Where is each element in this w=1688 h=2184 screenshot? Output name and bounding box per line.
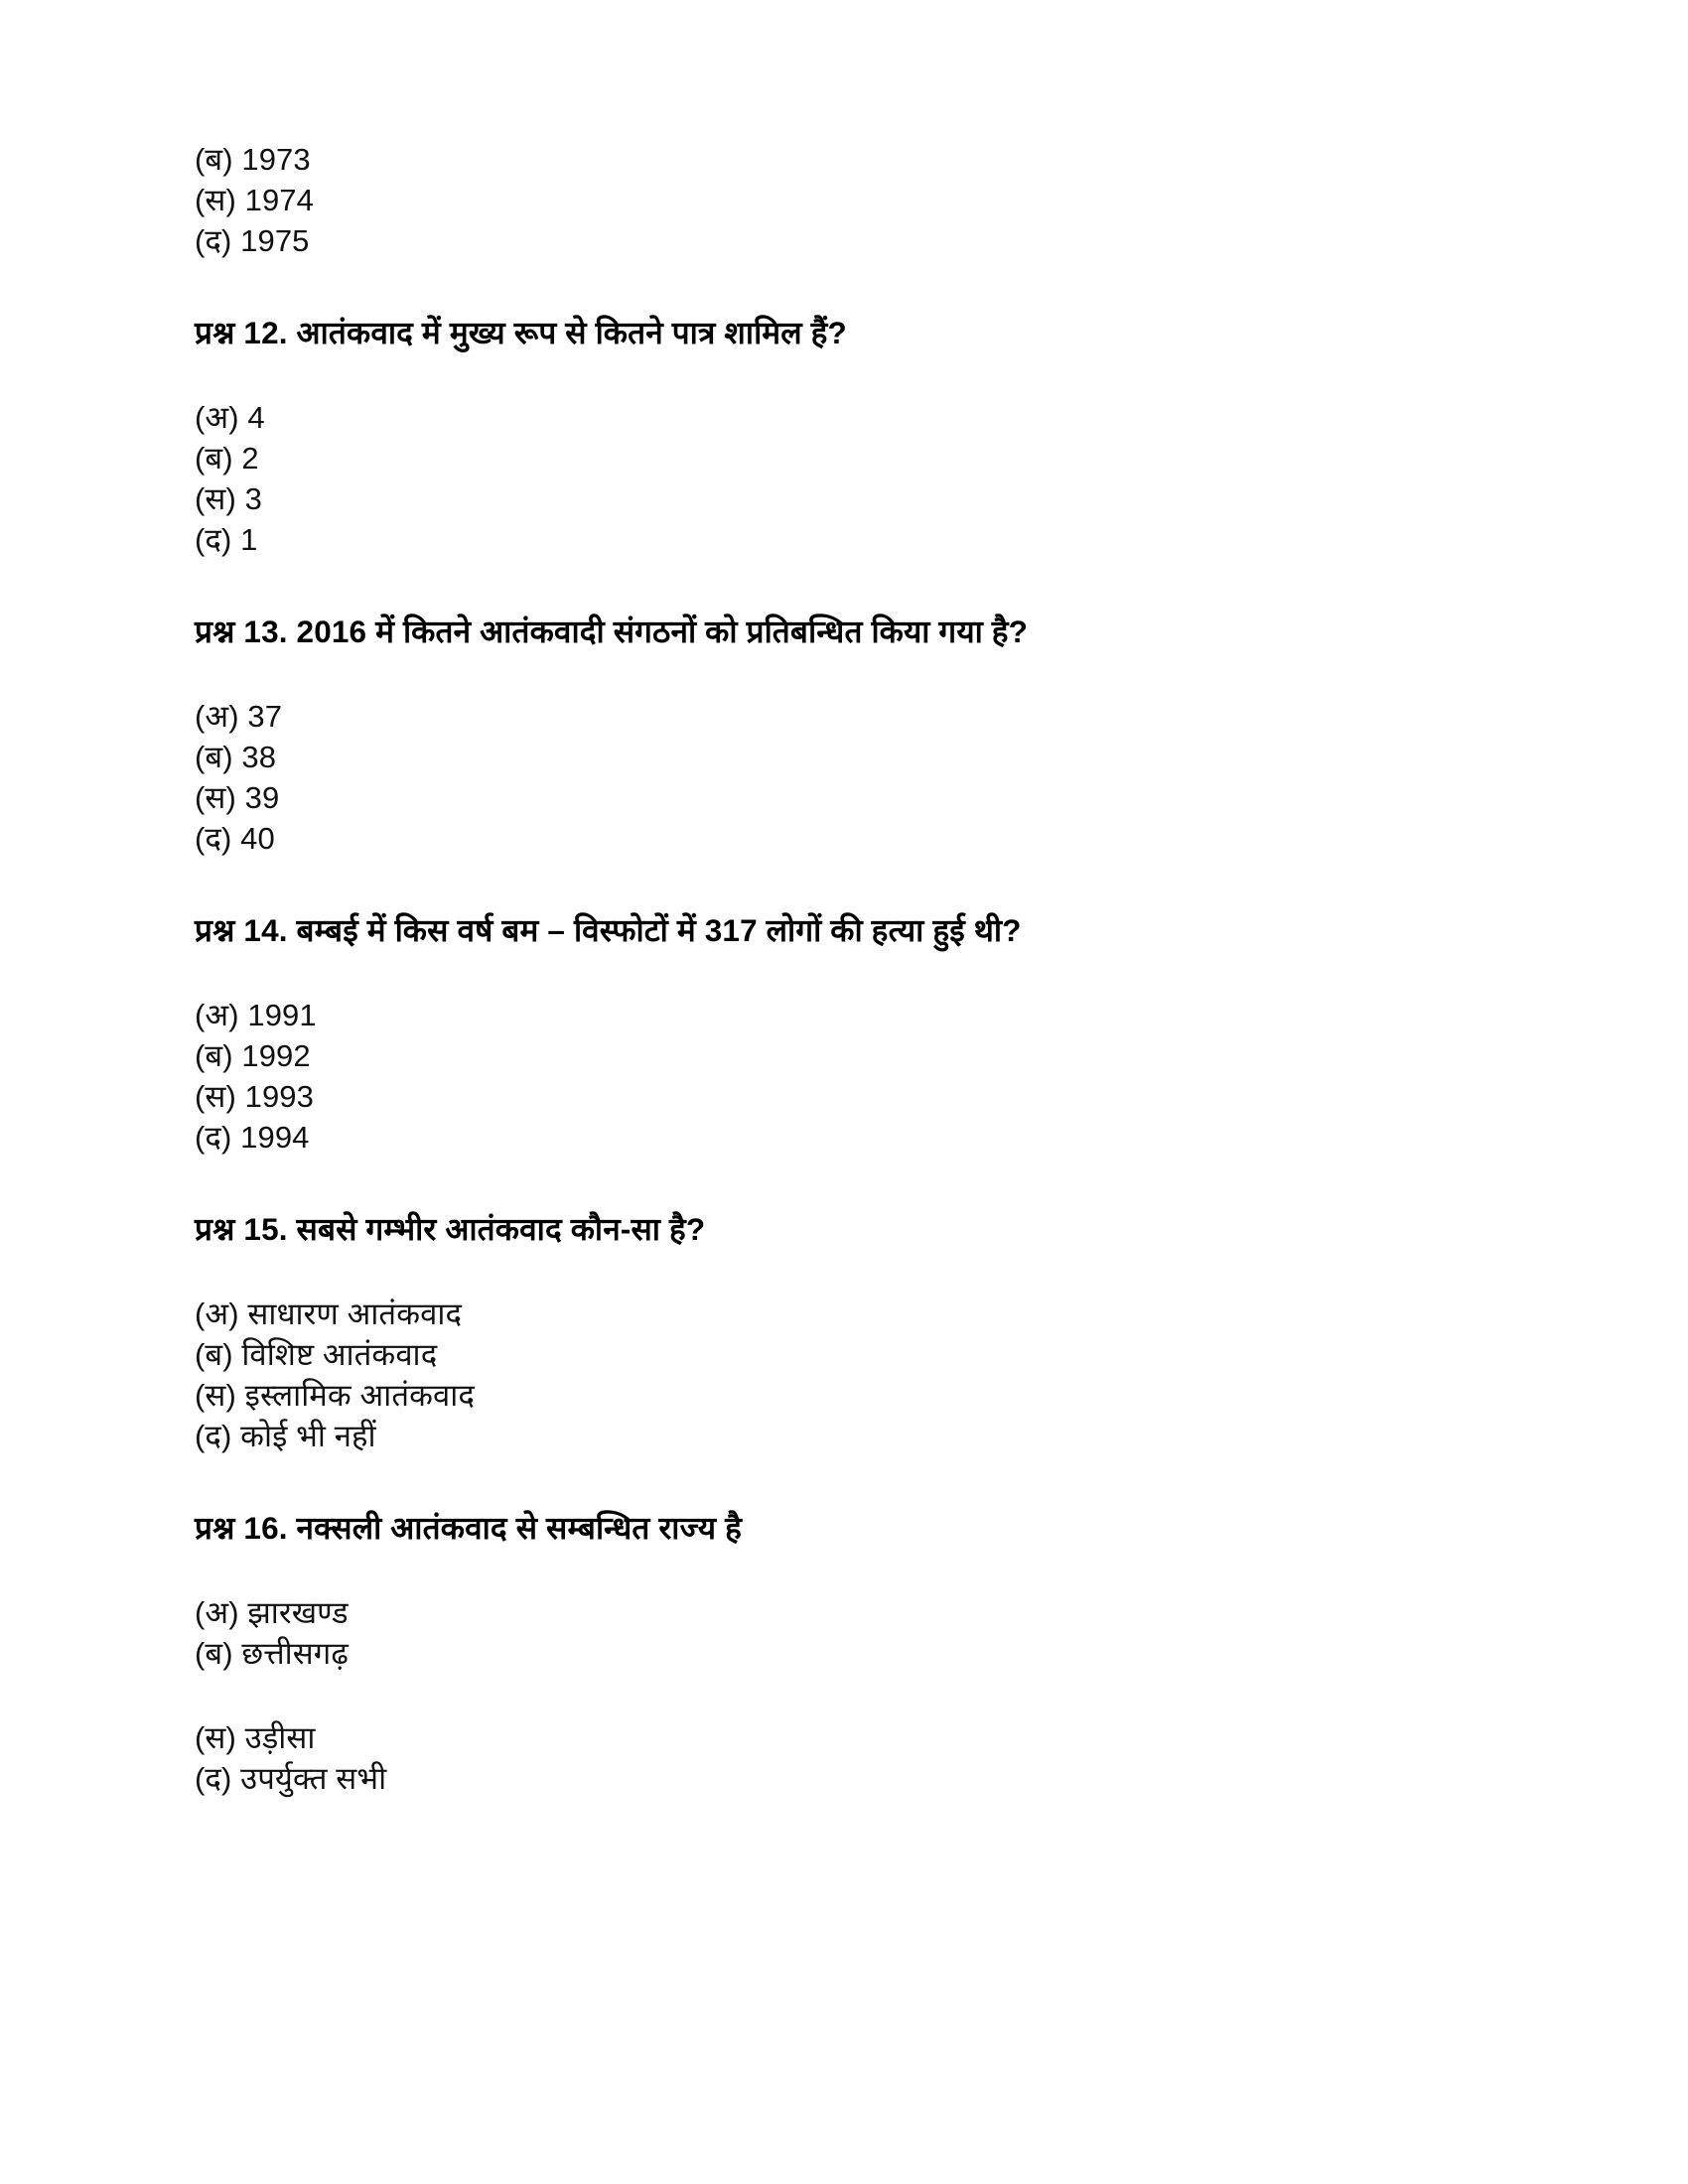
option-marker: (अ) [195, 699, 239, 734]
spacer [195, 1549, 1525, 1592]
option-group [195, 1592, 1525, 1799]
option-marker: (द) [195, 1761, 232, 1796]
option-row [195, 1294, 1525, 1334]
option-marker: (ब) [195, 441, 233, 476]
question-block-13 [195, 611, 1525, 859]
option-text: उपर्युक्त सभी [240, 1761, 387, 1796]
option-group [195, 696, 1525, 859]
option-marker: (स) [195, 1378, 236, 1413]
spacer [195, 353, 1525, 397]
spacer [195, 560, 1525, 611]
option-text: छत्तीसगढ़ [241, 1636, 349, 1671]
option-row [195, 737, 1525, 777]
option-row [195, 1117, 1525, 1158]
option-marker: (ब) [195, 1636, 233, 1671]
option-row [195, 1633, 1525, 1674]
option-marker: (ब) [195, 142, 233, 177]
spacer [195, 652, 1525, 696]
option-marker: (स) [195, 481, 236, 516]
option-row [195, 1334, 1525, 1375]
option-marker: (ब) [195, 1337, 233, 1372]
option-row [195, 1076, 1525, 1117]
question-heading: प्रश्न 14. बम्बई में किस वर्ष बम – विस्फोटों में 317 लोगों की हत्या हुई थी? [195, 912, 1022, 948]
spacer [195, 1456, 1525, 1507]
option-row [195, 139, 1525, 180]
option-marker: (द) [195, 1419, 232, 1453]
option-marker: (द) [195, 522, 232, 557]
option-marker: (अ) [195, 1595, 239, 1630]
option-row [195, 180, 1525, 220]
question-block-16 [195, 1507, 1525, 1799]
spacer [195, 261, 1525, 312]
option-marker: (ब) [195, 1038, 233, 1073]
option-text: उड़ीसा [244, 1720, 316, 1755]
option-row [195, 696, 1525, 737]
option-row [195, 1717, 1525, 1758]
option-row [195, 777, 1525, 818]
option-group [195, 397, 1525, 560]
option-marker: (द) [195, 1120, 232, 1155]
option-text: 38 [241, 740, 277, 774]
option-text: इस्लामिक आतंकवाद [244, 1378, 475, 1413]
question-heading: प्रश्न 12. आतंकवाद में मुख्य रूप से कितने पात्र शामिल हैं? [195, 315, 847, 350]
option-text: 1974 [244, 183, 314, 217]
option-text: 1994 [240, 1120, 310, 1155]
question-heading: प्रश्न 13. 2016 में कितने आतंकवादी संगठनों को प्रतिबन्धित किया गया है? [195, 614, 1029, 649]
spacer [195, 1674, 1525, 1717]
spacer [195, 859, 1525, 909]
option-text: 4 [247, 400, 265, 435]
option-row [195, 478, 1525, 519]
option-text: 39 [244, 780, 280, 815]
spacer [195, 1250, 1525, 1294]
option-text: 1993 [244, 1079, 314, 1114]
spacer [195, 951, 1525, 995]
option-text: 2 [241, 441, 259, 476]
option-marker: (ब) [195, 740, 233, 774]
option-text: 1991 [247, 998, 317, 1032]
option-text: 1975 [240, 223, 310, 258]
option-marker: (अ) [195, 400, 239, 435]
option-text: साधारण आतंकवाद [247, 1297, 463, 1331]
option-row [195, 397, 1525, 438]
option-marker: (स) [195, 780, 236, 815]
option-marker: (द) [195, 223, 232, 258]
option-row [195, 1592, 1525, 1633]
question-block-15 [195, 1208, 1525, 1456]
option-text: 1992 [241, 1038, 311, 1073]
option-row [195, 995, 1525, 1035]
option-row [195, 519, 1525, 560]
option-group-leading [195, 139, 1525, 261]
question-block-12 [195, 312, 1525, 560]
option-row [195, 1035, 1525, 1076]
option-row [195, 1416, 1525, 1456]
option-group [195, 995, 1525, 1158]
question-block-14 [195, 909, 1525, 1158]
question-heading: प्रश्न 15. सबसे गम्भीर आतंकवाद कौन-सा है? [195, 1211, 706, 1247]
option-row [195, 1375, 1525, 1416]
option-text: झारखण्ड [247, 1595, 349, 1630]
option-group [195, 1294, 1525, 1456]
option-marker: (स) [195, 1720, 236, 1755]
option-row [195, 220, 1525, 261]
option-marker: (अ) [195, 1297, 239, 1331]
option-marker: (द) [195, 821, 232, 856]
document-content [195, 139, 1525, 1799]
question-heading: प्रश्न 16. नक्सली आतंकवाद से सम्बन्धित राज्य है [195, 1510, 742, 1546]
option-text: 37 [247, 699, 283, 734]
option-text: विशिष्ट आतंकवाद [241, 1337, 438, 1372]
option-marker: (अ) [195, 998, 239, 1032]
option-text: 1973 [241, 142, 311, 177]
option-text: 1 [240, 522, 258, 557]
option-marker: (स) [195, 183, 236, 217]
option-text: 3 [244, 481, 262, 516]
option-row [195, 1758, 1525, 1799]
spacer [195, 1158, 1525, 1208]
option-row [195, 438, 1525, 478]
option-row [195, 818, 1525, 859]
option-marker: (स) [195, 1079, 236, 1114]
option-text: 40 [240, 821, 275, 856]
option-text: कोई भी नहीं [240, 1419, 376, 1453]
